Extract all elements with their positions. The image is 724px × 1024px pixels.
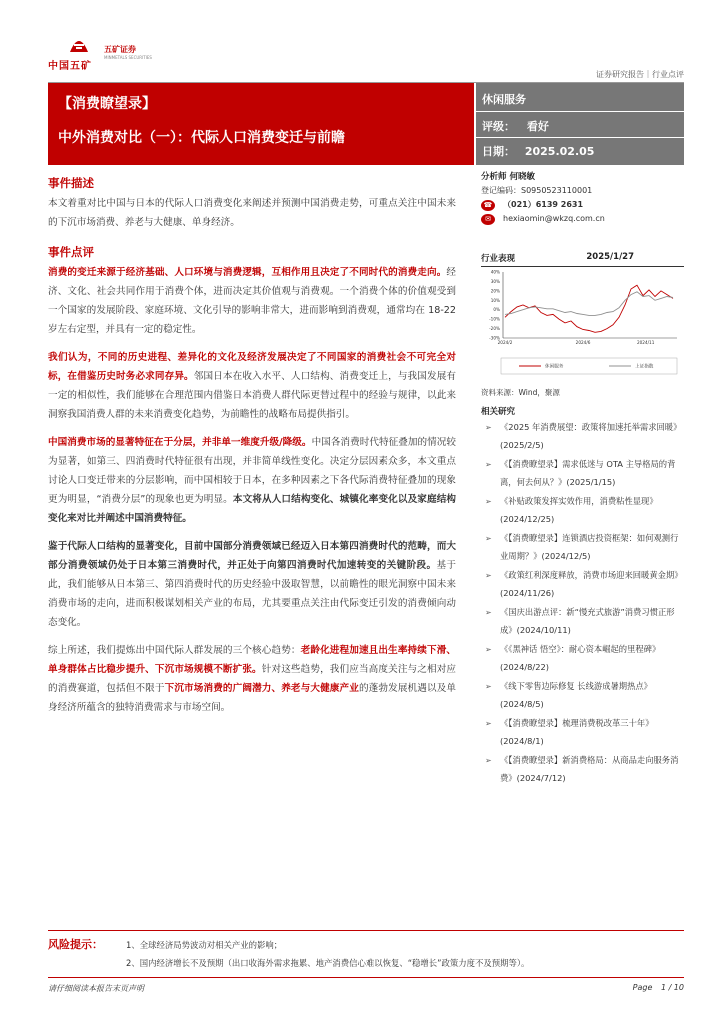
highlight-text: 消费的变迁来源于经济基础、人口环境与消费逻辑，互相作用且决定了不同时代的消费走向。 — [48, 267, 447, 278]
section-title: 事件描述 — [48, 176, 94, 190]
rating-label: 评级： — [482, 120, 515, 133]
risk-item: 1、全球经济局势波动对相关产业的影响； — [126, 940, 283, 950]
info-divider — [476, 137, 684, 138]
body-paragraph — [48, 641, 456, 717]
risk-divider — [48, 930, 684, 931]
arrow-bullet-icon: ➢ — [485, 719, 492, 728]
minmetals-logo-icon — [68, 34, 90, 54]
x-tick-label: 2024/6 — [575, 340, 591, 345]
body-text: 邻国日本在收入水平、人口结构、消费变迁上，与我国发展有一定的相似性，我们能够在合理范围内借鉴日本消费人群代际更替过程中的经验与规律，以此来洞察我国消费人群的未来消费变化趋势，为前瞻性的战略布局提供指引。 — [48, 371, 457, 420]
related-research-text: 《【消费瞭望录】需求低迷与 OTA 主导格局的背离，何去何从？》(2025/1/15) — [500, 459, 676, 487]
arrow-bullet-icon: ➢ — [485, 460, 492, 469]
y-tick-label: 0% — [493, 307, 500, 313]
performance-chart — [481, 268, 684, 376]
related-research-item[interactable] — [481, 530, 684, 565]
related-research-text: 《政策红利深度释放，消费市场迎来回暖黄金期》(2024/11/26) — [500, 570, 683, 598]
company-logo — [48, 34, 160, 72]
related-research-item[interactable] — [481, 419, 684, 454]
related-research-text: 《2025 年消费展望：政策将加速托举需求回暖》(2025/2/5) — [500, 422, 682, 450]
body-text: 基于此，我们能够从日本第三、第四消费时代的历史经验中汲取智慧，以前瞻性的眼光洞察中国未来消费市场的走向，进而积极谋划相关产业的布局，尤其要重点关注由代际变迁引发的消费倾向动态变化。 — [48, 560, 457, 628]
y-tick-label: 20% — [490, 288, 500, 294]
title-tag: 【消费瞭望录】 — [58, 96, 156, 112]
performance-date: 2025/1/27 — [586, 252, 634, 262]
risk-label: 风险提示： — [48, 938, 103, 951]
body-text: 本文着重对比中国与日本的代际人口消费变化来阐述并预测中国消费走势，可重点关注中国未来的下沉市场消费、养老与大健康、单身经济。 — [48, 198, 456, 228]
page-label: Page — [632, 983, 653, 992]
related-research-text: 《【消费瞭望录】连锁酒店投资框架：如何观测行业周期？》(2024/12/5) — [500, 533, 679, 561]
body-paragraph — [48, 194, 456, 232]
report-body — [48, 168, 456, 726]
body-text: 综上所述，我们提炼出中国代际人群发展的三个核心趋势： — [48, 645, 301, 656]
report-date: 2025.02.05 — [524, 145, 595, 158]
arrow-bullet-icon: ➢ — [485, 682, 492, 691]
body-paragraph — [48, 263, 456, 339]
subsidiary-name-en: MINMETALS SECURITIES — [104, 55, 152, 60]
report-title: 中外消费对比（一）：代际人口消费变迁与前瞻 — [58, 130, 345, 146]
y-tick-label: 10% — [490, 297, 500, 303]
bold-text: 鉴于代际人口结构的显著变化，目前中国部分消费领域已经迈入日本第四消费时代的范畴，而大部分消费领域仍处于日本第三消费时代，并正处于向第四消费时代加速转变的关键阶段。 — [48, 541, 456, 571]
rating-row — [482, 118, 549, 134]
related-research-item[interactable] — [481, 604, 684, 639]
related-research-item[interactable] — [481, 678, 684, 713]
related-research-item[interactable] — [481, 567, 684, 602]
analyst-phone-row — [481, 198, 684, 212]
y-tick-label: -10% — [489, 316, 500, 322]
x-tick-label: 2024/2 — [497, 340, 513, 345]
related-research-item[interactable] — [481, 493, 684, 528]
related-research-text: 《《黑神话 悟空》：耐心资本崛起的里程碑》(2024/8/22) — [500, 644, 661, 672]
report-type: 证券研究报告｜行业点评 — [596, 70, 684, 79]
body-paragraph — [48, 348, 456, 424]
section-title: 事件点评 — [48, 245, 94, 259]
company-name: 中国五矿 — [48, 61, 92, 72]
related-research-list — [481, 419, 684, 789]
analyst-email[interactable]: hexiaomin@wkzq.com.cn — [503, 214, 605, 223]
arrow-bullet-icon: ➢ — [485, 645, 492, 654]
bold-text: 本文将从人口结构变化、城镇化率变化以及家庭结构变化来对比并阐述中国消费特征。 — [48, 494, 456, 524]
series-line — [505, 292, 673, 316]
page-count: 1 / 10 — [660, 983, 684, 992]
arrow-bullet-icon: ➢ — [485, 571, 492, 580]
arrow-bullet-icon: ➢ — [485, 497, 492, 506]
body-paragraph — [48, 433, 456, 528]
arrow-bullet-icon: ➢ — [485, 608, 492, 617]
arrow-bullet-icon: ➢ — [485, 534, 492, 543]
info-divider — [476, 111, 684, 112]
title-banner — [48, 83, 474, 165]
related-research-item[interactable] — [481, 752, 684, 787]
footer-disclaimer: 请仔细阅读本报告末页声明 — [48, 984, 144, 993]
analyst-phone: （021）6139 2631 — [503, 200, 584, 209]
date-row — [482, 143, 594, 159]
related-research-item[interactable] — [481, 715, 684, 750]
rating-value: 看好 — [526, 120, 549, 133]
highlight-text: 我们认为，不同的历史进程、差异化的文化及经济发展决定了不同国家的消费社会不可完全对标，在借鉴历史时务必求同存异。 — [48, 352, 456, 382]
subsidiary-name: 五矿证券 — [104, 45, 136, 54]
rating-box — [476, 83, 684, 165]
body-text: 经济、文化、社会共同作用于消费个体，进而决定其价值观与消费观。一个消费个体的价值观受到一个国家的发展阶段、家庭环境、文化引导的影响非常大，进而影响到消费观，通常均在 18-22 岁左右定型，并具有一定的稳定性。 — [48, 267, 456, 335]
related-research-text: 《【消费瞭望录】新消费格局：从商品走向服务消费》(2024/7/12) — [500, 755, 679, 783]
performance-header — [481, 252, 684, 266]
performance-title: 行业表现 — [481, 254, 516, 264]
body-text: 针对这些趋势，我们应当高度关注与之相对应的消费赛道，包括但不限于 — [48, 664, 457, 694]
x-tick-label: 2024/11 — [636, 340, 655, 345]
analyst-registration: 登记编码：S0950523110001 — [481, 186, 593, 195]
related-research-text: 《【消费瞭望录】梳理消费税改革三十年》(2024/8/1) — [500, 718, 654, 746]
footer-divider — [48, 977, 684, 978]
related-research-text: 《补贴政策发挥实效作用，消费粘性显现》(2024/12/25) — [500, 496, 658, 524]
analyst-name: 分析师 何晓敏 — [481, 172, 535, 182]
y-tick-label: -20% — [489, 326, 500, 332]
risk-item: 2、国内经济增长不及预期（出口收海外需求拖累、地产消费信心难以恢复、“稳增长”政策力度不及预期等）。 — [126, 958, 530, 968]
arrow-bullet-icon: ➢ — [485, 423, 492, 432]
highlight-text: 中国消费市场的显著特征在于分层，并非单一维度升级/降级。 — [48, 437, 312, 448]
related-research-item[interactable] — [481, 456, 684, 491]
series-line — [505, 285, 673, 332]
related-research-title: 相关研究 — [481, 407, 516, 417]
related-research-text: 《线下零售边际修复 长线游成暑期热点》(2024/8/5) — [500, 681, 652, 709]
y-tick-label: -30% — [489, 335, 500, 341]
performance-divider — [481, 266, 684, 267]
legend-label: 休闲服务 — [545, 364, 564, 370]
y-tick-label: 40% — [490, 269, 500, 275]
body-text: 中国各消费时代特征叠加的情况较为显著，如第三、四消费时代特征很有出现，并非简单线性变化。决定分层因素众多，本文重点讨论人口变迁带来的分层影响，而中国相较于日本，在多种因素之下各代际消费特征叠加的现象更为明显，“消费分层”的现象也更为明显。 — [48, 437, 456, 505]
y-tick-label: 30% — [490, 278, 500, 284]
email-icon: ✉ — [481, 214, 495, 225]
arrow-bullet-icon: ➢ — [485, 756, 492, 765]
date-label: 日期： — [482, 145, 515, 158]
chart-source: 资料来源：Wind，聚源 — [481, 388, 560, 397]
legend-label: 上证指数 — [635, 364, 654, 370]
phone-icon: ☎ — [481, 200, 495, 211]
industry-name: 休闲服务 — [482, 93, 526, 106]
related-research-item[interactable] — [481, 641, 684, 676]
analyst-info — [481, 170, 684, 226]
analyst-email-row — [481, 212, 684, 226]
page-number — [633, 983, 684, 992]
body-paragraph — [48, 537, 456, 632]
body-text: 的蓬勃发展机遇以及单身经济所蕴含的独特消费需求与市场空间。 — [48, 683, 457, 713]
highlight-text: 老龄化进程加速且出生率持续下滑、单身群体占比稳步提升、下沉市场规模不断扩张。 — [48, 645, 457, 675]
related-research-text: 《国庆出游点评：新“慢充式旅游”消费习惯正形成》(2024/10/11) — [500, 607, 675, 635]
highlight-text: 下沉市场消费的广阔潜力、养老与大健康产业 — [164, 683, 359, 694]
